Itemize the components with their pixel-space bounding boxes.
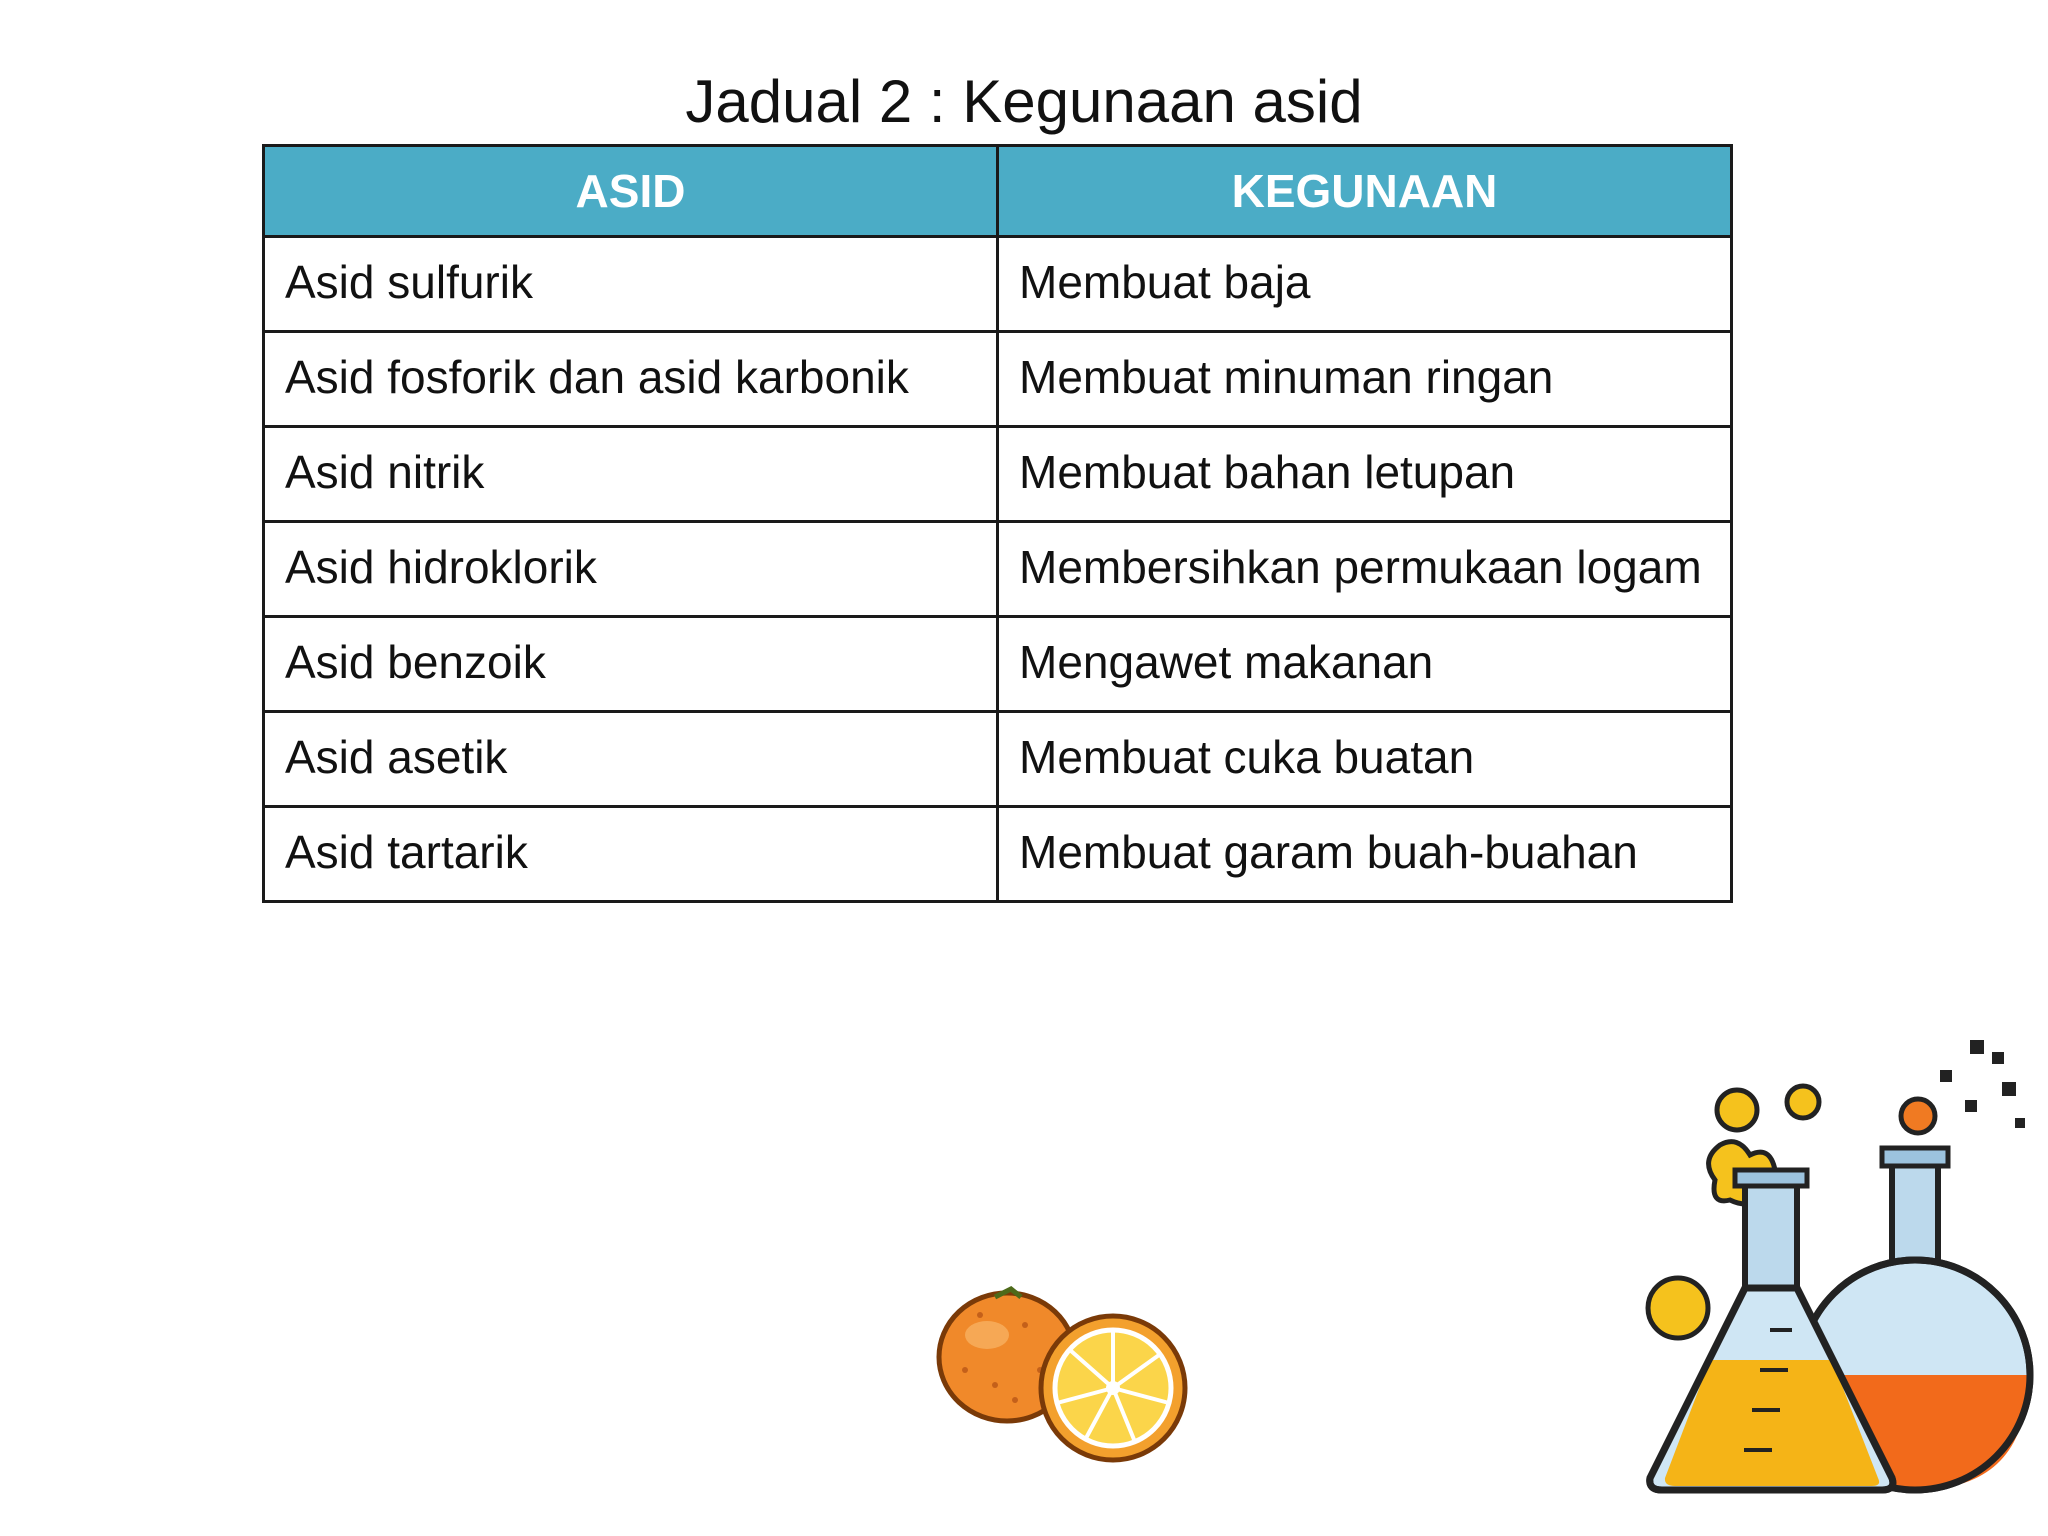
table-row xyxy=(264,617,1732,712)
cell-use: Membuat bahan letupan xyxy=(998,427,1732,522)
cell-acid: Asid nitrik xyxy=(264,427,998,522)
cell-use: Mengawet makanan xyxy=(998,617,1732,712)
cell-acid: Asid asetik xyxy=(264,712,998,807)
cell-use: Membuat cuka buatan xyxy=(998,712,1732,807)
table-header-row xyxy=(264,146,1732,237)
cell-acid: Asid sulfurik xyxy=(264,237,998,332)
table-row xyxy=(264,807,1732,902)
table-row xyxy=(264,237,1732,332)
table-row xyxy=(264,427,1732,522)
oranges-image xyxy=(925,1275,1195,1475)
cell-use: Membuat garam buah-buahan xyxy=(998,807,1732,902)
acid-uses-table xyxy=(262,144,1733,903)
chemistry-flasks-image xyxy=(1620,1030,2040,1500)
cell-acid: Asid hidroklorik xyxy=(264,522,998,617)
header-acid: ASID xyxy=(264,146,998,237)
cell-acid: Asid benzoik xyxy=(264,617,998,712)
table-row xyxy=(264,712,1732,807)
cell-use: Membuat minuman ringan xyxy=(998,332,1732,427)
cell-use: Membuat baja xyxy=(998,237,1732,332)
cell-use: Membersihkan permukaan logam xyxy=(998,522,1732,617)
cell-acid: Asid tartarik xyxy=(264,807,998,902)
header-uses: KEGUNAAN xyxy=(998,146,1732,237)
table-row xyxy=(264,522,1732,617)
cell-acid: Asid fosforik dan asid karbonik xyxy=(264,332,998,427)
slide-title: Jadual 2 : Kegunaan asid xyxy=(685,68,1363,135)
table-row xyxy=(264,332,1732,427)
